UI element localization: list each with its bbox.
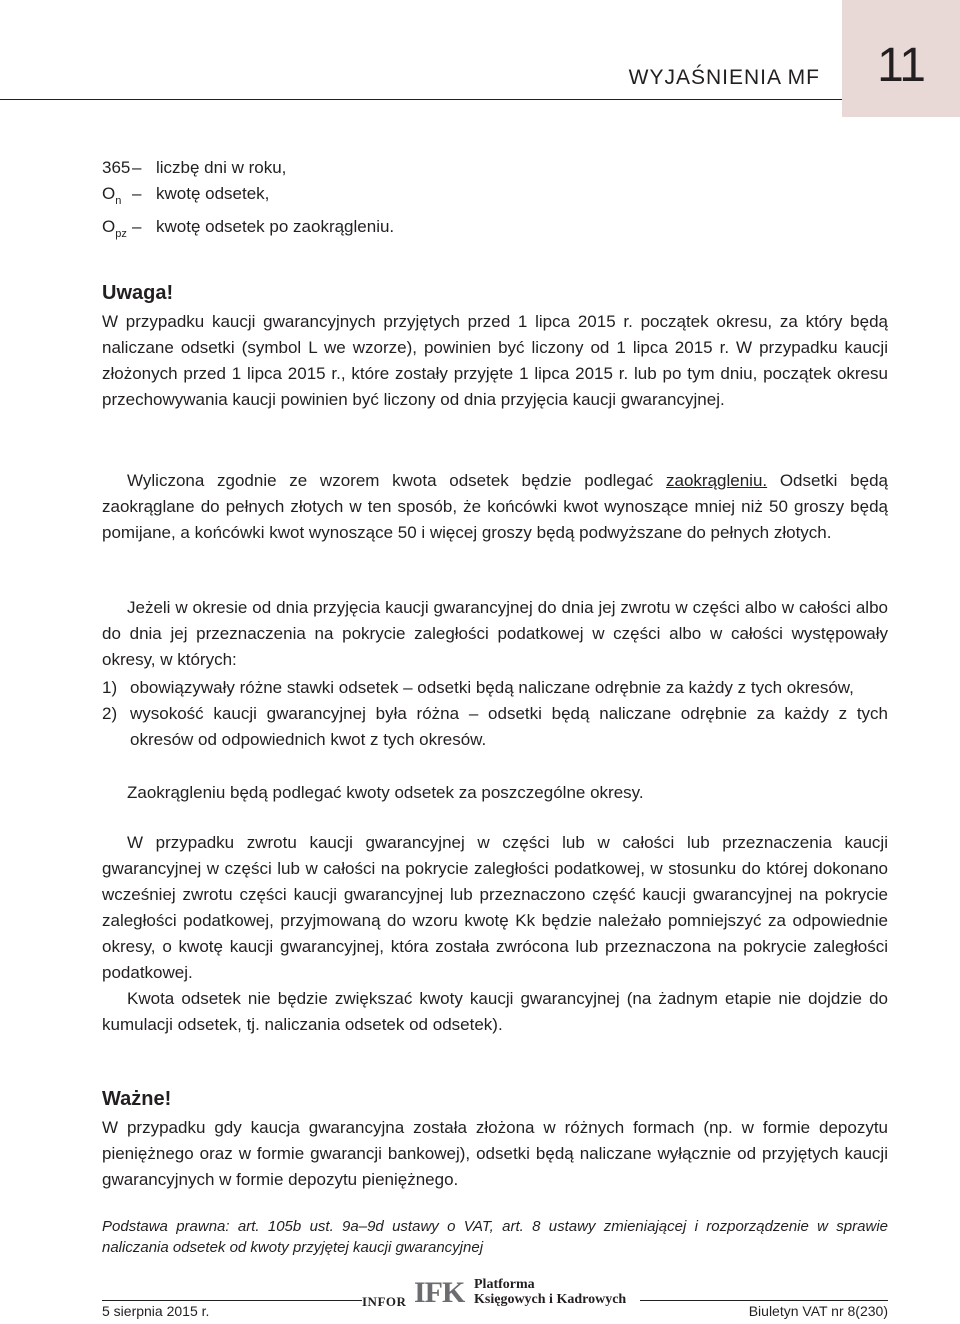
legend-row: 365 – liczbę dni w roku, [102,155,394,181]
legal-basis: Podstawa prawna: art. 105b ust. 9a–9d ustawy o VAT, art. 8 ustawy zmieniającej i rozporządzenie w sprawie naliczania odsetek od kwoty przyjętej kaucji gwarancyjnej [102,1218,888,1256]
return-paragraph: W przypadku zwrotu kaucji gwarancyjnej w części lub w całości lub przeznaczenia kaucji gwarancyjnej w części lub w całości na pokrycie zaległości podatkowej, w stosunku do której dokonano wcześniej zwrotu części kaucji gwarancyjnej lub przeznaczono część kaucji gwarancyjnej na pokrycie zaległości podatkowej, przyjmowaną do wzoru kwotę Kk będzie należało pomniejszyć za odpowiednie okresy, o kwotę kaucji gwarancyjnej, która została zwrócona lub przeznaczona na pokrycie zaległości podatkowej. [102,833,888,982]
periods-list [102,675,888,753]
logo-ifk: IFK [414,1276,465,1309]
section-title: WYJAŚNIENIA MF [628,66,820,89]
legend-desc: kwotę odsetek po zaokrągleniu. [156,217,395,236]
legend-desc: liczbę dni w roku, [156,158,287,177]
footer-rule [640,1300,888,1301]
legend-row: $O_{pz}$ – kwotę odsetek po zaokrągleniu. [102,214,394,247]
logo-line1: Platforma [474,1277,535,1292]
legend-symbol: $O_{pz}$ [102,217,127,240]
important-heading: Ważne! [102,1088,172,1110]
logo-infor: INFOR [362,1294,407,1309]
footer-issue: Biuletyn VAT nr 8(230) [748,1303,888,1319]
legend-symbol: $O_n$ [102,184,122,207]
page-number: 11 [877,39,925,92]
periods-closing: Zaokrągleniu będą podlegać kwoty odsetek za poszczególne okresy. [127,783,644,802]
header-rule [0,99,842,100]
legend-row: $O_n$ – kwotę odsetek, [102,181,394,214]
footer-date: 5 sierpnia 2015 r. [102,1303,210,1319]
important-text: W przypadku gdy kaucja gwarancyjna została złożona w różnych formach (np. w formie depozytu pieniężnego oraz w formie gwarancji bankowej), odsetki będą naliczane wyłącznie od przyjętych kaucji gwarancyjnych w formie depozytu pieniężnego. [102,1118,888,1189]
no-compound-paragraph: Kwota odsetek nie będzie zwiększać kwoty kaucji gwarancyjnej (na żadnym etapie nie dojdzie do kumulacji odsetek, tj. naliczania odsetek od odsetek). [102,989,888,1034]
footer-rule [102,1300,362,1301]
note-heading: Uwaga! [102,282,174,304]
legend-symbol: 365 [102,158,131,177]
rounding-paragraph: Wyliczona zgodnie ze wzorem kwota odsetek będzie podlegać zaokrągleniu. Odsetki będą zaokrąglane do pełnych złotych w ten sposób, że końcówki kwot wynoszące mniej niż 50 groszy będą pomijane, a końcówki kwot wynoszące 50 i więcej groszy będą podwyższane do pełnych złotych. [102,471,888,542]
list-item: 1) obowiązywały różne stawki odsetek – odsetki będą naliczane odrębnie za każdy z tych okresów, [102,678,854,697]
formula-legend [102,155,394,247]
logo-line2: Księgowych i Kadrowych [474,1292,627,1307]
list-item: 2) wysokość kaucji gwarancyjnej była różna – odsetki będą naliczane odrębnie za każdy z tych okresów od odpowiednich kwot z tych okresów. [102,704,888,749]
publisher-logo [362,1276,638,1310]
note-text: W przypadku kaucji gwarancyjnych przyjętych przed 1 lipca 2015 r. początek okresu, za który będą naliczane odsetki (symbol L we wzorze), powinien być liczony od 1 lipca 2015 r. W przypadku kaucji złożonych przed 1 lipca 2015 r., które zostały przyjęte 1 lipca 2015 r. lub po tym dniu, początek okresu przechowywania kaucji powinien być liczony od dnia przyjęcia kaucji gwarancyjnej. [102,312,888,409]
rounding-underlined: zaokrągleniu. [666,471,768,490]
periods-intro: Jeżeli w okresie od dnia przyjęcia kaucji gwarancyjnej do dnia jej zwrotu w części albo w całości albo do dnia jej przeznaczenia na pokrycie zaległości podatkowej w części albo w całości występowały okresy, w których: [102,598,888,669]
legend-desc: kwotę odsetek, [156,184,270,203]
